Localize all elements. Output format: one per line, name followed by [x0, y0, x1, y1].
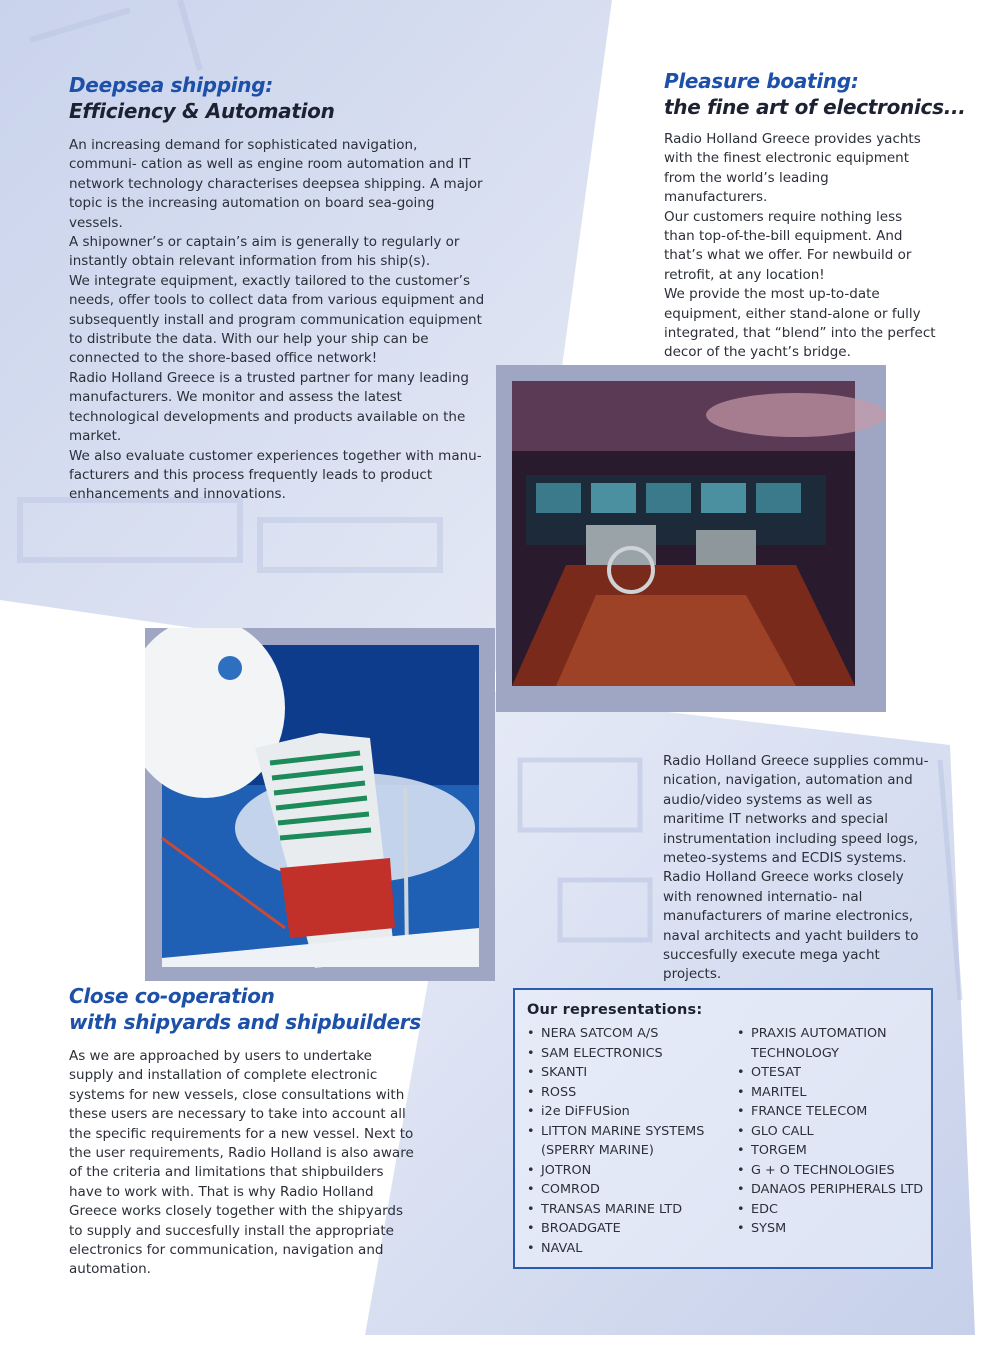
pleasure-title-line2: the fine art of electronics... — [664, 95, 966, 119]
list-item: • DANAOS PERIPHERALS LTD — [737, 1180, 923, 1200]
ship-funnel-illustration — [145, 628, 495, 981]
list-item: • BROADGATE — [527, 1219, 704, 1239]
pleasure-body — [664, 130, 936, 363]
list-item: • PRAXIS AUTOMATION — [737, 1024, 923, 1044]
list-item: • SAM ELECTRONICS — [527, 1044, 704, 1064]
list-item: • FRANCE TELECOM — [737, 1102, 923, 1122]
list-item: • i2e DiFFUSion — [527, 1102, 704, 1122]
cooperation-title-line1: Close co-operation — [69, 984, 275, 1008]
list-item: • COMROD — [527, 1180, 704, 1200]
list-item: • MARITEL — [737, 1083, 923, 1103]
list-item: • EDC — [737, 1200, 923, 1220]
list-item: • G + O TECHNOLOGIES — [737, 1161, 923, 1181]
pleasure-section — [664, 68, 966, 363]
representations-right-list — [737, 1024, 923, 1239]
pleasure-paragraph: Our customers require nothing less than top-of-the-bill equipment. And that’s what we offer. For newbuild or retrofit, at any location! — [664, 208, 912, 283]
cooperation-body: As we are approached by users to undertake supply and installation of complete electronic systems for new vessels, close consultations with these users are necessary to take into account all the specific requirements for a new vessel. Next to the user requirements, Radio Holland is also aware of the criteria and limitations that shipbuilders have to work with. That is why Radio Holland Greece works closely together with the shipyards to supply and succesfully install the appropriate electronics for communication, navigation and automation. — [69, 1048, 414, 1278]
ship-funnel-photo — [145, 628, 495, 981]
list-item: • TRANSAS MARINE LTD — [527, 1200, 704, 1220]
list-item: • ROSS — [527, 1083, 704, 1103]
deepsea-title-line1: Deepsea shipping: — [69, 73, 273, 97]
list-item: • NAVAL — [527, 1239, 704, 1259]
list-item: • JOTRON — [527, 1161, 704, 1181]
list-item: • TORGEM — [737, 1141, 923, 1161]
deepsea-title-line2: Efficiency & Automation — [69, 99, 335, 123]
deepsea-paragraph: A shipowner’s or captain’s aim is generally to regularly or instantly obtain relevant information from his ship(s). — [69, 234, 460, 270]
supplies-paragraph: Radio Holland Greece supplies commu- nication, navigation, automation and audio/video systems as well as maritime IT networks and special instrumentation including speed logs, meteo-systems and ECDIS systems. Radio Holland Greece works closely with renowned internatio- nal manufacturers of marine electronics, naval architects and yacht builders to succesfully execute mega yacht projects. — [663, 753, 929, 983]
deepsea-paragraph: We also evaluate customer experiences together with manu- facturers and this process frequently leads to product enhancements and innovations. — [69, 447, 482, 503]
deepsea-paragraph: We integrate equipment, exactly tailored to the customer’s needs, offer tools to collect data from various equipment and subsequently install and program communication equipment to distribute the data. With our help your ship can be connected to the shore-based office network! — [69, 272, 485, 367]
list-item: • NERA SATCOM A/S — [527, 1024, 704, 1044]
yacht-bridge-illustration — [496, 365, 886, 712]
deepsea-body — [69, 136, 487, 505]
list-item: TECHNOLOGY — [751, 1045, 839, 1061]
deepsea-paragraph: Radio Holland Greece is a trusted partner for many leading manufacturers. We monitor and assess the latest technological developments and products available on the market. — [69, 369, 469, 445]
representations-left-list — [527, 1024, 704, 1258]
representations-title: Our representations: — [527, 1002, 703, 1018]
list-item: (SPERRY MARINE) — [541, 1143, 654, 1158]
pleasure-title-line1: Pleasure boating: — [664, 69, 859, 93]
cooperation-section — [69, 983, 429, 1280]
pleasure-paragraph: Radio Holland Greece provides yachts with the finest electronic equipment from the world’s leading manufacturers. — [664, 131, 921, 206]
deepsea-section — [69, 72, 489, 505]
list-item: • OTESAT — [737, 1063, 923, 1083]
list-item: • LITTON MARINE SYSTEMS — [527, 1122, 704, 1142]
cooperation-title-line2: with shipyards and shipbuilders — [69, 1010, 421, 1034]
pleasure-paragraph: We provide the most up-to-date equipment, either stand-alone or fully integrated, that “blend” into the perfect decor of the yacht’s bridge. — [664, 286, 936, 361]
yacht-bridge-photo — [496, 365, 886, 712]
list-item: • SYSM — [737, 1219, 923, 1239]
list-item: • GLO CALL — [737, 1122, 923, 1142]
deepsea-paragraph: An increasing demand for sophisticated navigation, communi- cation as well as engine room automation and IT network technology characterises deepsea shipping. A major topic is the increasing automation on board sea-going vessels. — [69, 137, 483, 231]
list-item: • SKANTI — [527, 1063, 704, 1083]
representations-box — [513, 988, 933, 1269]
